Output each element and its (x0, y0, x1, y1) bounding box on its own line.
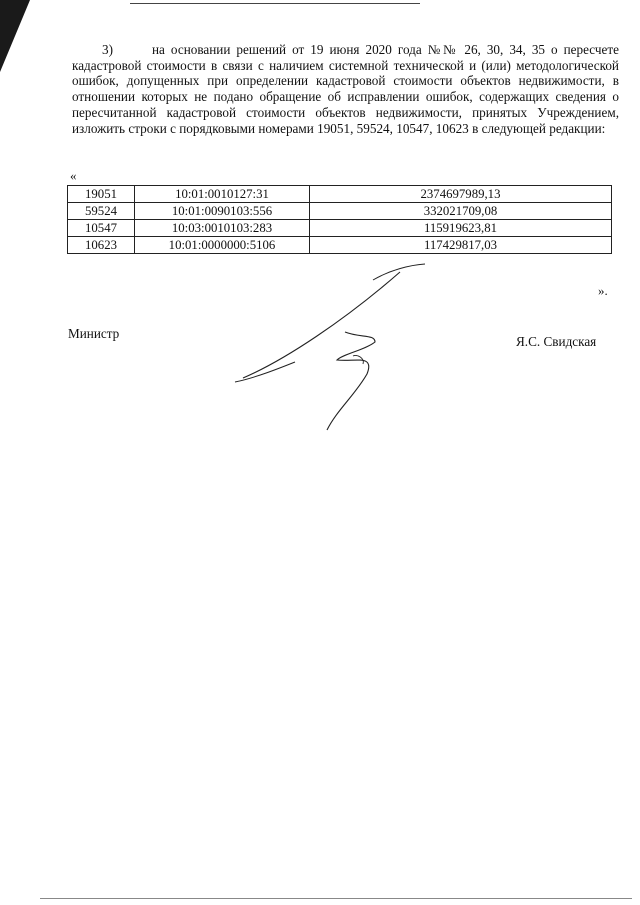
cadastral-value-cell: 115919623,81 (310, 220, 612, 237)
paragraph-item-3 (72, 42, 619, 136)
signer-title: Министр (68, 326, 120, 341)
scan-corner-shadow (0, 0, 30, 72)
cadastral-value-cell: 332021709,08 (310, 203, 612, 220)
item-number: 3) (102, 42, 113, 57)
bottom-rule (40, 898, 632, 899)
table-row (68, 203, 612, 220)
paragraph-text: на основании решений от 19 июня 2020 года №№ 26, 30, 34, 35 о пересчете кадастровой стоимости в связи с наличием системной технической и (или) методологической ошибок, допущенных при определении кадастровой стоимости объектов недвижимости, в отношении которых не подано обращение об исправлении ошибок, содержащих сведения о пересчитанной кадастровой стоимости объектов недвижимости, принятых Учреждением, изложить строки с порядковыми номерами 19051, 59524, 10547, 10623 в следующей редакции: (72, 42, 619, 136)
cadastral-number-cell: 10:01:0090103:556 (135, 203, 310, 220)
cadastral-number-cell: 10:01:0010127:31 (135, 186, 310, 203)
row-number-cell: 59524 (68, 203, 135, 220)
closing-quote: ». (598, 283, 608, 298)
cadastral-value-cell: 117429817,03 (310, 237, 612, 254)
row-number-cell: 19051 (68, 186, 135, 203)
table-row (68, 220, 612, 237)
row-number-cell: 10623 (68, 237, 135, 254)
cadastral-number-cell: 10:01:0000000:5106 (135, 237, 310, 254)
table-row (68, 186, 612, 203)
cadastral-value-table (67, 185, 612, 254)
opening-quote: « (70, 168, 77, 183)
row-number-cell: 10547 (68, 220, 135, 237)
top-rule (130, 3, 420, 4)
signer-name: Я.С. Свидская (516, 334, 597, 349)
cadastral-value-cell: 2374697989,13 (310, 186, 612, 203)
cadastral-number-cell: 10:03:0010103:283 (135, 220, 310, 237)
handwritten-signature (225, 250, 485, 440)
